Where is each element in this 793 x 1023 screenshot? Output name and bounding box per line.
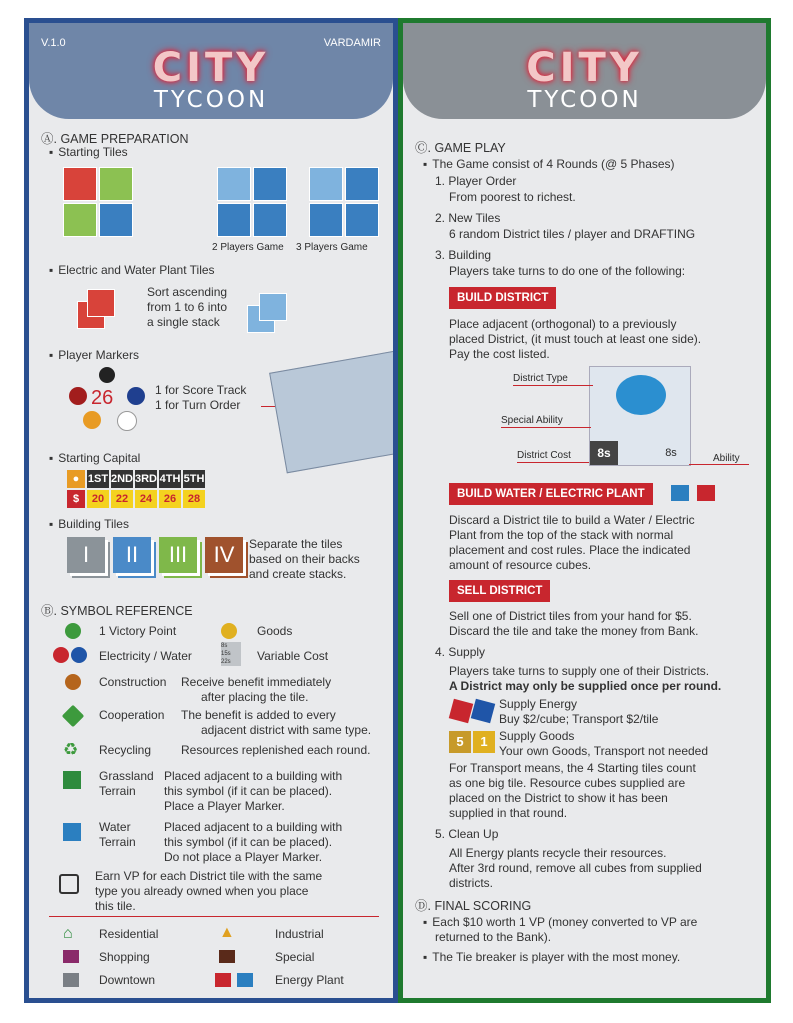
plant-tiles-heading: ▪ Electric and Water Plant Tiles [49, 263, 215, 277]
district-card-art [616, 375, 666, 415]
phase-5-desc-1: All Energy plants recycle their resources. [449, 846, 667, 860]
label-district-cost: District Cost [517, 450, 571, 461]
recycling-label: Recycling [99, 743, 152, 757]
supply-energy-label: Supply Energy [499, 697, 578, 711]
building-stack-i: I [67, 537, 105, 573]
capital-header: 2ND [111, 470, 133, 488]
building-desc-1: Separate the tiles [249, 537, 343, 551]
phase-3-desc: Players take turns to do one of the following: [449, 264, 686, 278]
construction-desc-1: Receive benefit immediately [181, 675, 332, 689]
building-tiles-heading: ▪ Building Tiles [49, 517, 129, 531]
supply-energy-desc: Buy $2/cube; Transport $2/tile [499, 712, 659, 726]
left-panel [24, 18, 398, 1003]
earn-vp-desc-3: this tile. [95, 899, 136, 913]
cooperation-icon [62, 705, 85, 728]
special-icon [219, 950, 235, 963]
capital-value: 22 [111, 490, 133, 508]
victory-point-icon [65, 623, 81, 639]
victory-point-label: 1 Victory Point [99, 624, 177, 638]
building-desc-2: based on their backs [249, 552, 360, 566]
water-plant-icon [237, 973, 253, 987]
phase-5-title: 5. Clean Up [435, 827, 499, 841]
label-special-ability: Special Ability [501, 415, 563, 426]
ability-pointer [689, 464, 749, 465]
cooperation-desc-2: adjacent district with same type. [201, 723, 372, 737]
build-district-desc-1: Place adjacent (orthogonal) to a previously [449, 317, 677, 331]
logo-tycoon: TYCOON [153, 87, 269, 113]
variable-cost-label: Variable Cost [257, 649, 329, 663]
building-stack-iv: IV [205, 537, 243, 573]
sell-district-header: SELL DISTRICT [449, 580, 550, 602]
supply-goods-desc: Your own Goods, Transport not needed [499, 744, 709, 758]
starting-capital-heading: ▪ Starting Capital [49, 451, 140, 465]
build-plant-desc-2: Plant from the top of the stack with normal [449, 528, 674, 542]
capital-values-row [67, 489, 207, 508]
phase-1-title: 1. Player Order [435, 174, 517, 188]
label-ability: Ability [713, 453, 740, 464]
capital-header: 1ST [87, 470, 109, 488]
marker-number: 26 [91, 387, 114, 409]
build-plant-desc-4: amount of resource cubes. [449, 558, 592, 572]
currency-symbol: $ [67, 490, 85, 508]
section-b-title: Ⓑ. SYMBOL REFERENCE [41, 604, 193, 618]
water-desc-3: Do not place a Player Marker. [164, 850, 323, 864]
sell-desc-2: Discard the tile and take the money from Bank. [449, 624, 699, 638]
section-a-title: Ⓐ. GAME PREPARATION [41, 132, 189, 146]
plant-desc-2: from 1 to 6 into [147, 300, 228, 314]
goods-1-badge: 1 [473, 731, 495, 753]
elec-water-label: Electricity / Water [99, 649, 192, 663]
water-label-2: Terrain [99, 835, 136, 849]
capital-header: 3RD [135, 470, 157, 488]
card-cost-value: 8s [590, 441, 618, 465]
earn-vp-desc-2: type you already owned when you place [95, 884, 309, 898]
section-c-title: Ⓒ. GAME PLAY [415, 141, 506, 155]
logo-city: CITY [526, 45, 643, 91]
phase-5-desc-3: districts. [449, 876, 494, 890]
grassland-desc-1: Placed adjacent to a building with [164, 769, 343, 783]
variable-cost-icon-value: 22s [221, 659, 231, 665]
water-label-1: Water [99, 820, 131, 834]
district-card-image [589, 366, 691, 466]
capital-value: 20 [87, 490, 109, 508]
capital-header: 5TH [183, 470, 205, 488]
grassland-label-2: Terrain [99, 784, 136, 798]
plant-desc-3: a single stack [147, 315, 220, 329]
residential-icon: ⌂ [63, 925, 73, 942]
final-scoring-1a: ▪ Each $10 worth 1 VP (money converted to VP are [423, 915, 697, 929]
earn-vp-desc-1: Earn VP for each District tile with the same [95, 869, 323, 883]
goods-icon [221, 623, 237, 639]
phase-3-title: 3. Building [435, 248, 492, 262]
turn-order-label: 1 for Turn Order [155, 398, 241, 412]
construction-desc-2: after placing the tile. [201, 690, 309, 704]
phase-2-desc: 6 random District tiles / player and DRAFTING [449, 227, 696, 241]
final-scoring-1b: returned to the Bank). [435, 930, 552, 944]
phase-4-title: 4. Supply [435, 645, 486, 659]
variable-cost-icon-value: 15s [221, 651, 231, 657]
label-district-type: District Type [513, 373, 568, 384]
author-label: VARDAMIR [323, 37, 381, 49]
card-ability-cost: 8s [665, 447, 677, 459]
version-label: V.1.0 [41, 37, 66, 49]
build-district-desc-2: placed District, (it must touch at least one side). [449, 332, 702, 346]
electric-plant-icon [215, 973, 231, 987]
energy-cube-blue-icon [471, 699, 495, 723]
goods-5-badge: 5 [449, 731, 471, 753]
score-track-label: 1 for Score Track [155, 383, 247, 397]
shopping-label: Shopping [99, 950, 150, 964]
energy-plant-label: Energy Plant [275, 973, 344, 987]
water-desc-1: Placed adjacent to a building with [164, 820, 343, 834]
build-plant-desc-1: Discard a District tile to build a Water / Electric [449, 513, 695, 527]
section-d-title: Ⓓ. FINAL SCORING [415, 899, 532, 913]
electricity-icon [53, 647, 69, 663]
residential-label: Residential [99, 927, 159, 941]
goods-label: Goods [257, 624, 293, 638]
grassland-desc-2: this symbol (if it can be placed). [164, 784, 333, 798]
build-district-desc-3: Pay the cost listed. [449, 347, 550, 361]
special-ability-pointer [501, 427, 591, 428]
rounds-text: ▪ The Game consist of 4 Rounds (@ 5 Phases) [423, 157, 675, 171]
phase-4-desc: Players take turns to supply one of their Districts. [449, 664, 710, 678]
phase-4-rule: A District may only be supplied once per round. [449, 679, 722, 693]
cooperation-label: Cooperation [99, 708, 165, 722]
building-stack-iii: III [159, 537, 197, 573]
sell-desc-1: Sell one of District tiles from your hand for $5. [449, 609, 692, 623]
recycling-icon: ♻ [63, 740, 79, 759]
build-plant-desc-3: placement and cost rules. Place the indicated [449, 543, 691, 557]
water-icon [71, 647, 87, 663]
water-desc-2: this symbol (if it can be placed). [164, 835, 333, 849]
energy-cube-red-icon [449, 699, 473, 723]
electric-plant-icon [697, 485, 715, 501]
recycling-desc: Resources replenished each round. [181, 743, 371, 757]
logo-tycoon: TYCOON [527, 87, 642, 113]
downtown-icon [63, 973, 79, 987]
building-stack-ii: II [113, 537, 151, 573]
district-type-pointer [513, 385, 593, 386]
industrial-label: Industrial [275, 927, 324, 941]
cooperation-desc-1: The benefit is added to every [181, 708, 336, 722]
left-header [29, 23, 393, 119]
two-players-caption: 2 Players Game [212, 242, 284, 253]
capital-header: 4TH [159, 470, 181, 488]
transport-desc-3: placed on the District to show it has been [449, 791, 668, 805]
rank-icon: ● [67, 470, 85, 488]
capital-value: 26 [159, 490, 181, 508]
capital-header-row [67, 469, 207, 488]
score-track-board-image [269, 351, 398, 474]
player-markers-heading: ▪ Player Markers [49, 348, 139, 362]
district-cost-pointer [517, 462, 589, 463]
three-players-caption: 3 Players Game [296, 242, 368, 253]
capital-value: 24 [135, 490, 157, 508]
variable-cost-icon [221, 642, 241, 666]
water-terrain-icon [63, 823, 81, 841]
phase-1-desc: From poorest to richest. [449, 190, 576, 204]
divider [49, 916, 379, 917]
right-header [403, 23, 766, 119]
water-plant-icon [671, 485, 689, 501]
transport-desc-2: as one big tile. Resource cubes supplied are [449, 776, 686, 790]
build-district-header: BUILD DISTRICT [449, 287, 556, 309]
final-scoring-2: ▪ The Tie breaker is player with the most money. [423, 950, 680, 964]
capital-value: 28 [183, 490, 205, 508]
transport-desc-1: For Transport means, the 4 Starting tiles count [449, 761, 696, 775]
plant-desc-1: Sort ascending [147, 285, 228, 299]
phase-2-title: 2. New Tiles [435, 211, 501, 225]
building-desc-3: and create stacks. [249, 567, 347, 581]
variable-cost-icon-value: 8s [221, 643, 228, 649]
construction-label: Construction [99, 675, 167, 689]
special-label: Special [275, 950, 315, 964]
phase-5-desc-2: After 3rd round, remove all cubes from supplied [449, 861, 702, 875]
starting-tiles-heading: ▪ Starting Tiles [49, 145, 128, 159]
logo-city: CITY [152, 45, 270, 91]
grassland-desc-3: Place a Player Marker. [164, 799, 285, 813]
transport-desc-4: supplied in that round. [449, 806, 568, 820]
downtown-label: Downtown [99, 973, 156, 987]
grassland-terrain-icon [63, 771, 81, 789]
earn-vp-icon [59, 874, 79, 894]
right-panel [398, 18, 771, 1003]
shopping-icon [63, 950, 79, 963]
build-plant-header: BUILD WATER / ELECTRIC PLANT [449, 483, 653, 505]
industrial-icon: ▲ [219, 924, 235, 941]
supply-goods-label: Supply Goods [499, 729, 575, 743]
construction-icon [65, 674, 81, 690]
grassland-label-1: Grassland [99, 769, 154, 783]
